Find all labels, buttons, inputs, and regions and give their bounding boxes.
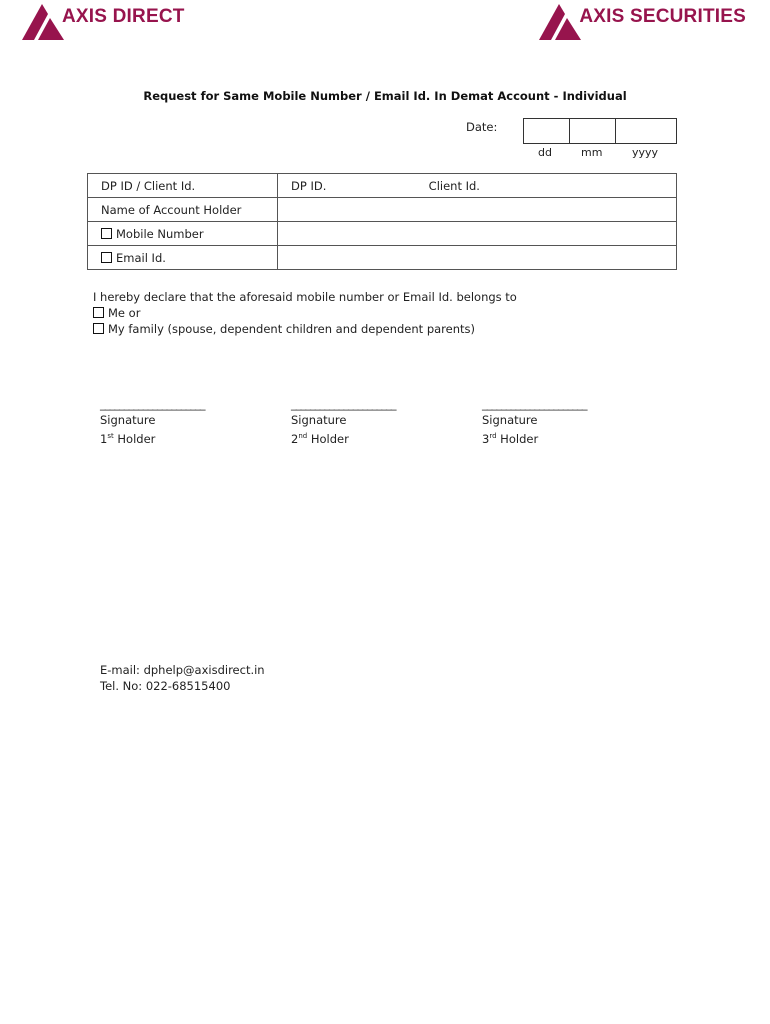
dp-client-id-label: DP ID / Client Id.: [88, 174, 278, 198]
signature-line[interactable]: ______________________: [291, 397, 396, 411]
axis-direct-logo-text: AXIS DIRECT: [62, 6, 185, 27]
email-id-label: Email Id.: [116, 250, 166, 265]
dp-client-id-field[interactable]: [278, 174, 677, 198]
signature-line[interactable]: ______________________: [482, 397, 587, 411]
email-id-cell: [88, 246, 278, 270]
holder-label: 3rd Holder: [482, 431, 539, 446]
date-month-hint: mm: [581, 146, 603, 159]
date-field: [523, 118, 676, 144]
table-row: [88, 198, 677, 222]
signature-label: Signature: [100, 413, 156, 427]
date-year-box[interactable]: [615, 118, 677, 144]
date-month-box[interactable]: [569, 118, 616, 144]
signature-block-3: [482, 396, 587, 447]
signature-label: Signature: [291, 413, 347, 427]
axis-logo-mark-icon: [20, 4, 66, 42]
signature-label: Signature: [482, 413, 538, 427]
table-row: [88, 246, 677, 270]
declaration-option-self: [93, 305, 517, 321]
axis-securities-logo: [537, 4, 746, 42]
contact-info: [100, 662, 265, 694]
family-option-label: My family (spouse, dependent children and dependent parents): [108, 322, 476, 336]
table-row: [88, 222, 677, 246]
date-label: Date:: [466, 120, 498, 134]
date-day-box[interactable]: [523, 118, 570, 144]
client-id-label: Client Id.: [428, 178, 480, 193]
signature-block-1: [100, 396, 205, 447]
family-checkbox[interactable]: [93, 323, 104, 334]
email-id-field[interactable]: [278, 246, 677, 270]
mobile-number-checkbox[interactable]: [101, 228, 112, 239]
declaration-text: I hereby declare that the aforesaid mobile number or Email Id. belongs to: [93, 290, 517, 304]
mobile-number-field[interactable]: [278, 222, 677, 246]
account-holder-label: Name of Account Holder: [88, 198, 278, 222]
email-id-checkbox[interactable]: [101, 252, 112, 263]
self-checkbox[interactable]: [93, 307, 104, 318]
account-holder-field[interactable]: [278, 198, 677, 222]
signature-block-2: [291, 396, 396, 447]
declaration-block: [93, 289, 517, 337]
date-year-hint: yyyy: [632, 146, 659, 159]
form-title: Request for Same Mobile Number / Email Id. In Demat Account - Individual: [143, 89, 627, 103]
table-row: [88, 174, 677, 198]
axis-direct-logo: [20, 4, 185, 42]
self-option-label: Me or: [108, 306, 141, 320]
date-day-hint: dd: [538, 146, 552, 159]
account-details-table: [87, 173, 677, 270]
mobile-number-cell: [88, 222, 278, 246]
contact-phone: Tel. No: 022-68515400: [100, 679, 231, 693]
contact-email: E-mail: dphelp@axisdirect.in: [100, 663, 265, 677]
dp-id-label: DP ID.: [291, 178, 327, 193]
signature-line[interactable]: ______________________: [100, 397, 205, 411]
axis-logo-mark-icon: [537, 4, 583, 42]
holder-label: 1st Holder: [100, 431, 156, 446]
axis-securities-logo-text: AXIS SECURITIES: [579, 6, 746, 27]
holder-label: 2nd Holder: [291, 431, 349, 446]
declaration-option-family: [93, 321, 517, 337]
mobile-number-label: Mobile Number: [116, 226, 204, 241]
